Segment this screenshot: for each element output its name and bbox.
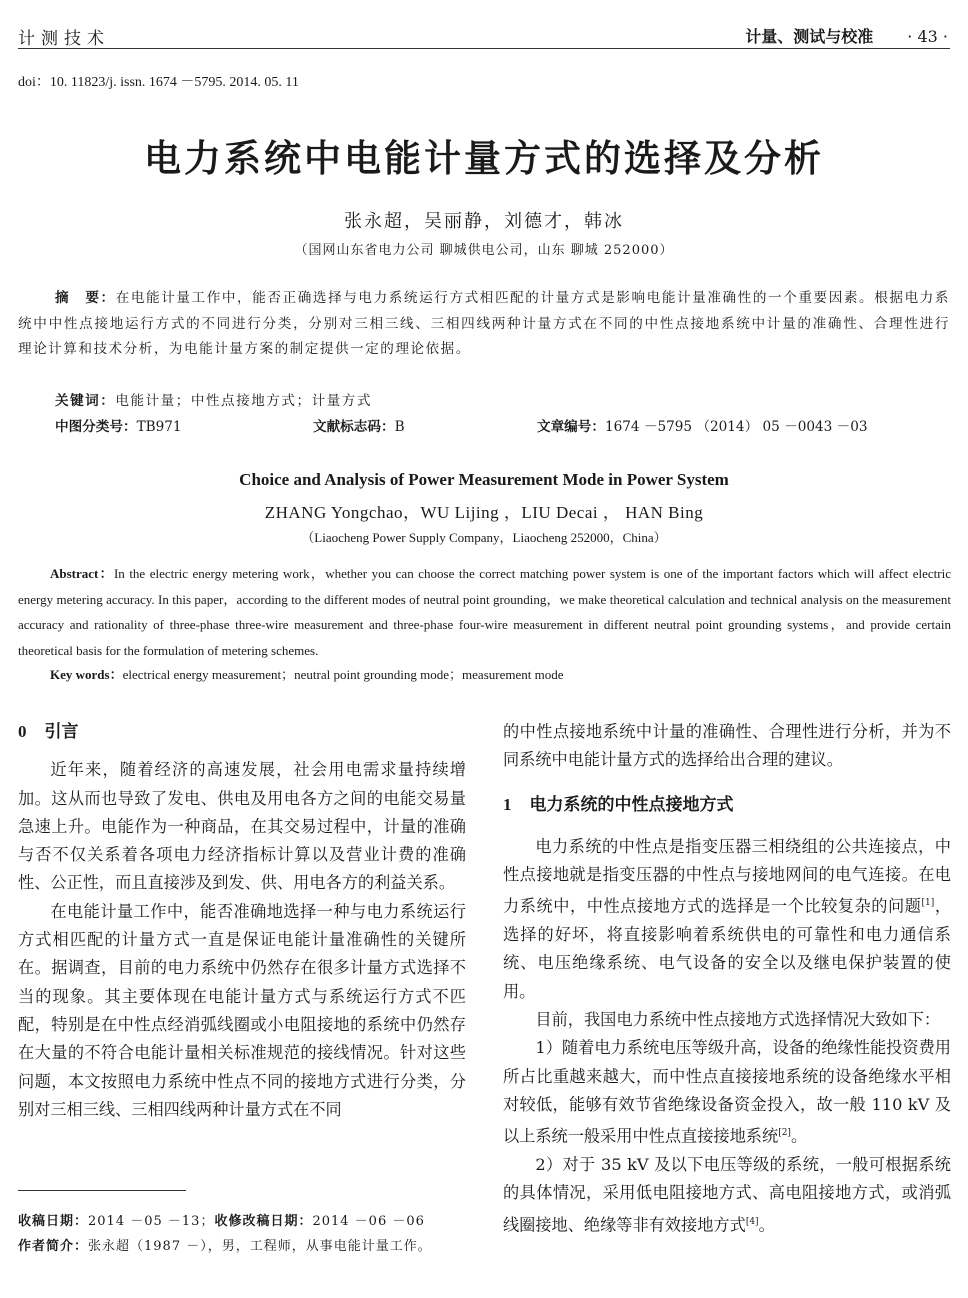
english-keywords xyxy=(50,664,563,683)
english-title: Choice and Analysis of Power Measurement Mode in Power System xyxy=(239,470,729,489)
affiliation: （国网山东省电力公司 聊城供电公司，山东 聊城 252000） xyxy=(294,243,674,258)
article-number-value: 1674 －5795 （2014） 05 －0043 －03 xyxy=(604,419,868,435)
citation: [4] xyxy=(745,1216,759,1227)
revised-label: 收修改稿日期： xyxy=(214,1214,313,1229)
english-affiliation: （Liaocheng Power Supply Company，Liaocheng 252000，China） xyxy=(301,530,667,545)
keywords xyxy=(55,389,372,409)
doi: doi：10. 11823/j. issn. 1674 －5795. 2014. 05. 11 xyxy=(18,75,299,90)
article-number-label: 文章编号： xyxy=(537,419,605,435)
abstract xyxy=(18,286,950,363)
section-0-heading xyxy=(18,718,466,746)
section-1-number: 1 xyxy=(503,794,512,814)
paragraph-text: 2）对于 35 kV 及以下电压等级的系统，一般可根据系统的具体情况，采用低电阻接地方式、高电阻接地方式，或消弧线圈接地、绝缘等非有效接地方式 xyxy=(503,1154,951,1234)
author-list: 张永超，吴丽静，刘德才，韩冰 xyxy=(344,211,624,232)
body-left-column xyxy=(18,718,466,1124)
paper-title: 电力系统中电能计量方式的选择及分析 xyxy=(144,137,824,180)
received-date: 2014 －05 －13； xyxy=(88,1214,215,1229)
article-number xyxy=(537,415,868,435)
abstract-text: 在电能计量工作中，能否正确选择与电力系统运行方式相匹配的计量方式是影响电能计量准确性的一个重要因素。根据电力系统中中性点接地运行方式的不同进行分类，分别对三相三线、三相四线两种计量方式在不同的中性点接地系统中计量的准确性、合理性进行理论计算和技术分析，为电能计量方案的制定提供一定的理论依据。 xyxy=(18,290,951,357)
body-right-column xyxy=(503,718,951,1239)
footnote-rule xyxy=(18,1190,186,1191)
header-rule xyxy=(18,48,950,49)
paragraph xyxy=(503,833,951,1006)
keywords-text: 电能计量；中性点接地方式；计量方式 xyxy=(115,393,372,409)
english-abstract-label: Abstract： xyxy=(50,566,114,581)
paragraph-text: 。 xyxy=(790,1126,808,1146)
section-0-number: 0 xyxy=(18,722,27,741)
paragraph xyxy=(503,1034,951,1151)
revised-date: 2014 －06 －06 xyxy=(312,1214,425,1229)
english-abstract xyxy=(18,561,951,663)
section-0-title: 引言 xyxy=(44,722,79,742)
clc-value: TB971 xyxy=(136,419,182,435)
citation: [2] xyxy=(778,1128,791,1139)
clc-label: 中图分类号： xyxy=(55,419,137,435)
paragraph-text: 。 xyxy=(758,1214,775,1234)
english-abstract-text: In the electric energy metering work，whether you can choose the correct matching power system is one of the important factors which will affect electric energy metering accuracy. In this paper，according to the different modes of neutral point grounding，we make theoretical calculation and technical analysis on the measurement accuracy and rationality of three-phase three-wire measurement and three-phase four-wire measurement in different neutral point grounding systems，and provide certain theoretical basis for the formulation of metering schemes. xyxy=(18,566,951,658)
paragraph-continued: 的中性点接地系统中计量的准确性、合理性进行分析，并为不同系统中电能计量方式的选择给出合理的建议。 xyxy=(503,722,951,770)
running-header-right xyxy=(745,24,948,47)
document-code-label: 文献标志码： xyxy=(313,419,395,435)
paragraph-text: 1）随着电力系统电压等级升高，设备的绝缘性能投资费用所占比重越来越大，而中性点直接接地系统的设备绝缘水平相对较低，能够有效节省绝缘设备资金投入，故一般 110 kV 及以上系统一般采用中性点直接接地系统 xyxy=(503,1038,951,1146)
author-bio-label: 作者简介： xyxy=(18,1239,89,1254)
paragraph xyxy=(503,1151,951,1239)
author-bio-text: 张永超（1987 －），男，工程师，从事电能计量工作。 xyxy=(88,1239,432,1254)
paragraph-text: 电力系统的中性点是指变压器三相绕组的公共连接点，中性点接地就是指变压器的中性点与接地网间的电气连接。在电力系统中，中性点接地方式的选择是一个比较复杂的问题 xyxy=(503,836,951,916)
paragraph: 近年来，随着经济的高速发展，社会用电需求量持续增加。这从而也导致了发电、供电及用电各方之间的电能交易量急速上升。电能作为一种商品，在其交易过程中，计量的准确与否不仅关系着各项电力经济指标计算以及营业计费的准确性、公正性，而且直接涉及到发、供、用电各方的利益关系。 xyxy=(18,760,466,893)
paragraph-text: ，选择的好坏，将直接影响着系统供电的可靠性和电力通信系统、电压绝缘系统、电气设备的安全以及继电保护装置的使用。 xyxy=(503,896,952,1001)
document-code-value: B xyxy=(394,419,405,435)
section-1-title: 电力系统的中性点接地方式 xyxy=(529,794,734,815)
column-title: 计量、测试与校准 xyxy=(745,27,874,46)
received-label: 收稿日期： xyxy=(18,1214,89,1229)
english-authors: ZHANG Yongchao，WU Lijing ，LIU Decai ， HAN Bing xyxy=(264,503,704,522)
footnote xyxy=(18,1209,468,1259)
journal-section-name: 计测技术 xyxy=(18,29,110,49)
english-keywords-label: Key words： xyxy=(50,667,123,682)
abstract-label: 摘 要： xyxy=(55,290,116,306)
paragraph: 目前，我国电力系统中性点接地方式选择情况大致如下： xyxy=(535,1010,941,1030)
paragraph: 在电能计量工作中，能否准确地选择一种与电力系统运行方式相匹配的计量方式一直是保证电能计量准确性的关键所在。据调查，目前的电力系统中仍然存在很多计量方式选择不当的现象。其主要体现在电能计量方式与系统运行方式不匹配，特别是在中性点经消弧线圈或小电阻接地的系统中仍然存在大量的不符合电能计量相关标准规范的接线情况。针对这些问题，本文按照电力系统中性点不同的接地方式进行分类，分别对三相三线、三相四线两种计量方式在不同 xyxy=(18,901,466,1119)
english-keywords-text: electrical energy measurement；neutral point grounding mode；measurement mode xyxy=(122,667,564,682)
section-1-heading xyxy=(503,791,951,819)
keywords-label: 关键词： xyxy=(55,393,116,409)
footnote-dates xyxy=(18,1209,468,1234)
document-code xyxy=(313,415,405,435)
clc-number xyxy=(55,415,182,435)
citation: [1] xyxy=(921,898,935,909)
page-number: · 43 · xyxy=(907,27,948,46)
footnote-author-bio xyxy=(18,1234,468,1259)
